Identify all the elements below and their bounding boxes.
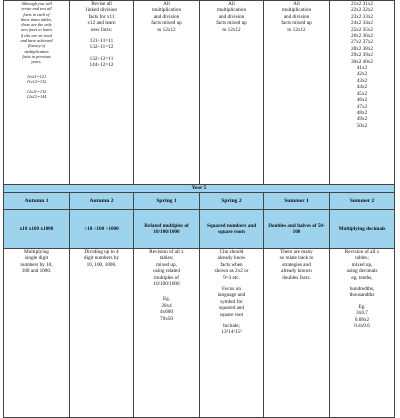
text-line: facts mixed up	[281, 20, 312, 27]
text-line: fluency of	[28, 43, 45, 49]
text-line: strategies and	[282, 261, 311, 268]
fact-line: 42x2	[356, 71, 368, 78]
text-line: facts in previous	[22, 53, 51, 59]
text-line: new facts:	[90, 26, 113, 33]
fact-line: 21x2 31x2	[350, 1, 374, 7]
text-line: linked division	[86, 7, 117, 14]
fact-line: 24x2 34x2	[350, 20, 374, 27]
previous-year-row	[4, 1, 395, 185]
col3-text	[134, 1, 199, 33]
fact-line: 45x2	[356, 90, 368, 97]
col1-facts-b	[4, 89, 69, 100]
text-line: All	[228, 1, 235, 7]
fact-line: 27x2 37x2	[350, 39, 374, 46]
text-line: All	[163, 1, 170, 7]
fact-line: 43x2	[356, 77, 368, 84]
detail-autumn-2	[70, 249, 134, 418]
col2-intro	[70, 1, 133, 33]
text-line: square root	[219, 311, 244, 318]
text-line: 10, 100, 1000.	[86, 261, 117, 268]
term-header-row	[4, 193, 395, 210]
curriculum-table	[3, 0, 395, 418]
fact-line: 11x12=132	[26, 78, 47, 84]
example-line: 3x0.7	[356, 310, 368, 317]
detail-spring-2-focus	[200, 286, 263, 318]
fact-line: 25x2 35x2	[350, 26, 374, 33]
term-spring-1: Spring 1	[134, 193, 200, 210]
detail-spring-2-include: 13²14²15²	[221, 329, 242, 336]
focus-autumn-1: x10 x100 x1000	[4, 210, 70, 249]
fact-line: 44x2	[356, 84, 368, 91]
text-line: thousandths	[349, 292, 375, 299]
text-line: shown as 2x2 or	[214, 268, 249, 275]
col1-intro	[4, 1, 69, 65]
text-line: mixed up,	[156, 261, 177, 268]
text-line: multiplication	[24, 48, 49, 54]
example-line: 70x50	[160, 315, 173, 322]
detail-summer-2	[330, 249, 395, 418]
text-line: 100 and 1000.	[21, 268, 52, 275]
example-line: 0.4x9.6	[354, 323, 370, 330]
detail-summer-2-more	[330, 286, 394, 299]
detail-summer-2-intro	[330, 249, 394, 281]
text-line: new facts to learn	[21, 27, 52, 33]
text-line: x12 and learn	[87, 20, 116, 27]
text-line: if chn are on track	[20, 32, 53, 38]
fact-line: 29x2 39x2	[350, 52, 374, 59]
fact-line: 11x11=121	[26, 73, 47, 79]
text-line: facts for x11	[88, 13, 115, 20]
fact-line: 28x2 38x2	[350, 45, 374, 52]
fact-line: 48x2	[356, 109, 368, 116]
text-line: to 12x12	[222, 26, 241, 33]
text-line: hundredths,	[349, 286, 375, 293]
text-line: Although you will	[21, 1, 52, 6]
text-line: All	[293, 1, 300, 7]
col6-cell	[330, 1, 395, 185]
focus-spring-2: Squared numbers and square roots	[200, 210, 264, 249]
text-line: multiplication	[151, 7, 182, 14]
col3-cell	[134, 1, 200, 185]
text-line: There are many	[280, 249, 313, 255]
fact-line: 144÷12=12	[89, 62, 114, 69]
text-line: tables;	[159, 255, 174, 262]
text-line: years.	[31, 59, 42, 65]
text-line: so relate back to	[279, 255, 314, 262]
example-line: 0.08x2	[354, 316, 370, 323]
term-autumn-2: Autumn 2	[70, 193, 134, 210]
col4-text	[200, 1, 263, 33]
text-line: these are the only	[21, 22, 52, 28]
fact-line: 121÷11=11	[89, 38, 114, 45]
col1-cell	[4, 1, 70, 185]
focus-row	[4, 210, 395, 249]
focus-summer-2: Multiplying decimals	[330, 210, 395, 249]
term-autumn-1: Autumn 1	[4, 193, 70, 210]
example-line: 20x4	[161, 302, 172, 309]
text-line: and division	[153, 13, 180, 20]
detail-summer-1	[264, 249, 330, 418]
detail-summer-2-eg-label: Eg.	[358, 303, 366, 310]
fact-line: 30x2 40x2	[350, 58, 374, 65]
text-line: Focus on	[222, 286, 241, 293]
fact-line: 49x2	[356, 116, 368, 123]
focus-spring-1: Related multiples of 10/100/1000	[134, 210, 200, 249]
fact-line: 23x2 33x2	[350, 13, 374, 20]
fact-line: 132÷11=12	[89, 44, 114, 51]
fact-line: 50x2	[356, 122, 368, 129]
term-spring-2: Spring 2	[200, 193, 264, 210]
col6-pairs	[330, 1, 394, 65]
term-summer-2: Summer 2	[330, 193, 395, 210]
fact-line: 41x2	[356, 65, 368, 72]
text-line: to 12x12	[157, 26, 176, 33]
col5-text	[264, 1, 329, 33]
fact-line: 46x2	[356, 97, 368, 104]
text-line: mixed up,	[351, 261, 373, 268]
fact-line: 22x2 32x2	[350, 7, 374, 14]
text-line: tables;	[355, 255, 369, 262]
detail-spring-2-intro	[200, 249, 263, 281]
fact-line: 26x2 36x2	[350, 33, 374, 40]
text-line: Revise all	[91, 1, 112, 7]
detail-summer-2-examples	[330, 310, 394, 329]
text-line: already known	[281, 268, 312, 275]
focus-summer-1: Doubles and halves of 50-100	[264, 210, 330, 249]
term-summer-1: Summer 1	[264, 193, 330, 210]
text-line: and division	[218, 13, 245, 20]
text-line: these times tables,	[20, 16, 53, 22]
detail-summer-1-text	[264, 249, 329, 281]
col6-singles	[330, 65, 394, 129]
fact-line: 47x2	[356, 103, 368, 110]
text-line: and have achieved	[20, 38, 53, 44]
text-line: facts in each of	[23, 11, 50, 17]
col2-facts-b	[70, 56, 133, 69]
text-line: eg. tenths,	[351, 274, 373, 281]
example-line: 4x600	[160, 309, 173, 316]
col4-cell	[200, 1, 264, 185]
detail-spring-1-intro	[134, 249, 199, 287]
text-line: multiplication	[281, 7, 312, 14]
detail-autumn-2-text	[70, 249, 133, 268]
fact-line: 12x12=144	[26, 94, 47, 100]
fact-line: 12x11=132	[26, 89, 47, 95]
text-line: Revision of all x	[344, 249, 380, 255]
text-line: facts mixed up	[151, 20, 182, 27]
text-line: Dividing up to 4	[84, 249, 119, 255]
text-line: digit numbers by	[83, 255, 120, 262]
text-line: 9=3 etc.	[223, 274, 240, 281]
detail-autumn-1	[4, 249, 70, 418]
detail-autumn-1-text	[4, 249, 69, 275]
detail-spring-1	[134, 249, 200, 418]
text-line: 10/100/1000	[153, 281, 180, 288]
col2-facts-a	[70, 38, 133, 51]
detail-spring-1-examples	[134, 303, 199, 322]
col5-cell	[264, 1, 330, 185]
text-line: Multiplying	[24, 249, 49, 255]
text-line: and division	[283, 13, 310, 20]
focus-autumn-2: ÷10 ÷100 ÷1000	[70, 210, 134, 249]
col1-facts-a	[4, 74, 69, 85]
text-line: facts when	[220, 261, 243, 268]
text-line: single digit	[24, 255, 49, 262]
text-line: multiplication	[216, 7, 247, 14]
year-banner-row	[4, 185, 395, 193]
text-line: Chn should	[219, 249, 244, 255]
fact-line: 132÷12=11	[89, 55, 114, 62]
col2-cell	[70, 1, 134, 185]
text-line: doubles facts.	[282, 274, 311, 281]
text-line: facts mixed up	[216, 20, 247, 27]
text-line: multiples of	[154, 274, 179, 281]
text-line: Revision of all x	[149, 249, 184, 255]
text-line: to 12x12	[287, 26, 306, 33]
text-line: numbers by 10,	[20, 261, 53, 268]
detail-spring-2	[200, 249, 264, 418]
details-row	[4, 249, 395, 418]
text-line: language and	[217, 292, 246, 299]
text-line: symbol for	[220, 298, 243, 305]
text-line: using decimals	[346, 268, 378, 275]
detail-spring-1-eg-label: Eg.	[162, 296, 171, 303]
text-line: using related	[153, 268, 180, 275]
text-line: squared and	[219, 305, 244, 312]
detail-spring-2-include-label: Include;	[223, 323, 240, 330]
year-title: Year 5	[4, 185, 395, 193]
text-line: already know	[217, 255, 246, 262]
text-line: revise and test all	[21, 6, 52, 12]
